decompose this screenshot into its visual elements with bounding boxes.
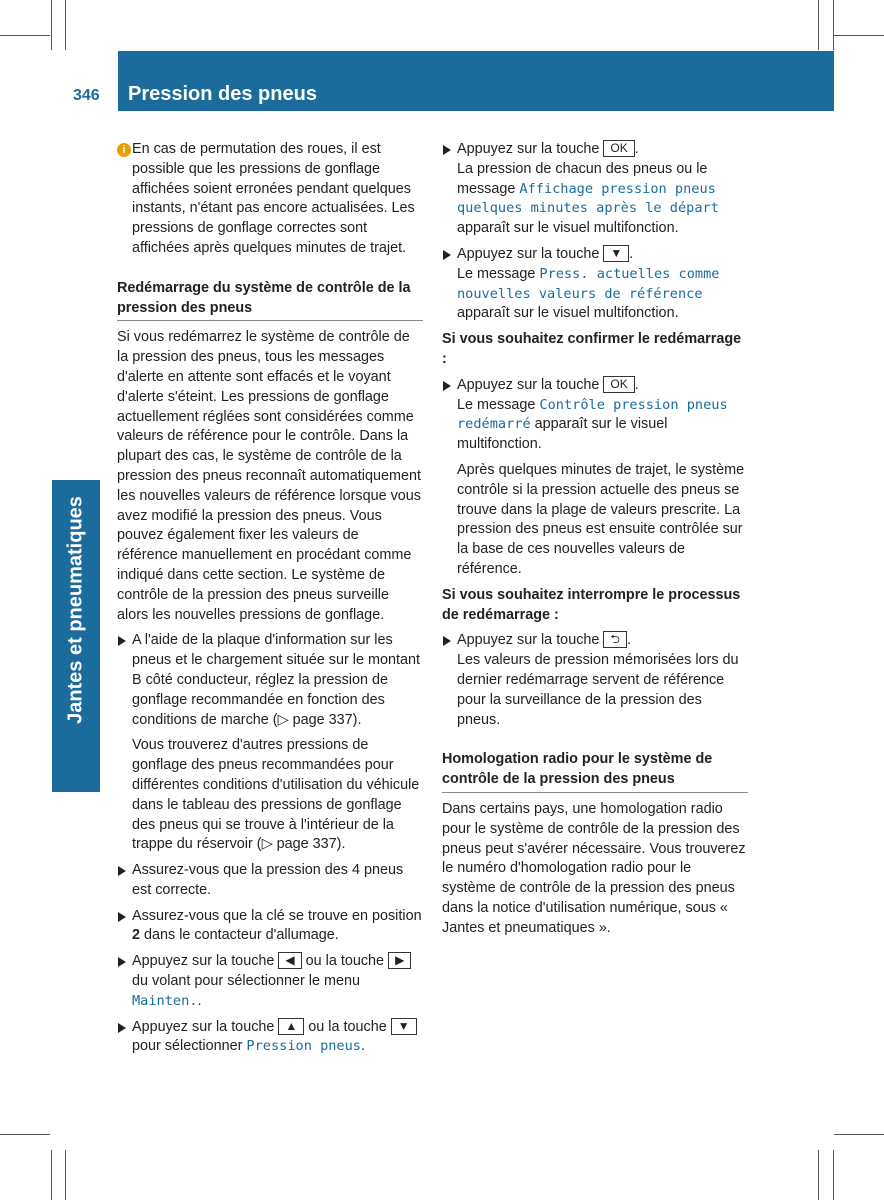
ok-key-icon: OK <box>603 376 634 393</box>
step-4 <box>117 952 423 1011</box>
step-1 <box>117 631 423 730</box>
restart-body: Si vous redémarrez le système de contrôle de la pression des pneus, tous les messages d'alerte en attente sont effacés et le voyant d'alerte s'éteint. Les pressions de gonflage actuellement réglées sont considérées comme valeurs de référence pour le contrôle. Dans la plupart des cas, le système de contrôle de la pression des pneus reconnaît automatiquement les nouvelles valeurs de référence lorsque vous avez modifié la pression des pneus. Vous pouvez également fixer les valeurs de référence manuellement en procédant comme indiqué dans cette section. Le système de contrôle de la pression des pneus surveille alors les nouvelles pressions de gonflage. <box>117 329 421 623</box>
down-key-icon: ▼ <box>391 1018 417 1035</box>
right-key-icon: ▶ <box>388 952 411 969</box>
chapter-label: Jantes et pneumatiques <box>64 496 87 724</box>
crop-mark <box>833 0 834 50</box>
heading-confirm: Si vous souhaitez confirmer le redémarrage : <box>442 331 742 367</box>
left-column <box>117 140 423 1057</box>
step-4-text-b: ou la touche <box>301 953 389 970</box>
step-1-note: Vous trouverez d'autres pressions de gonflage des pneus recommandées pour différentes conditions d'utilisation du véhicule dans le tableau des pressions de gonflage des pneus qui se trouve à l'intérieur de la trappe du réservoir (▷ page 337). <box>132 737 420 853</box>
right-step-3 <box>442 376 748 396</box>
right-step-2-text: Appuyez sur la touche <box>457 245 604 262</box>
right-step-4-result: Les valeurs de pression mémorisées lors du dernier redémarrage servent de référence pour la surveillance de la pression des pneus. <box>457 652 739 728</box>
step-5-text-c: pour sélectionner <box>132 1038 247 1055</box>
right-step-3-note: Après quelques minutes de trajet, le système contrôle si la pression actuelle des pneus se trouve dans la plage de valeurs prescrite. La pression des pneus est ensuite contrôlée sur la base de ces nouvelles valeurs de référence. <box>457 461 745 577</box>
menu-pression-pneus: Pression pneus <box>246 1038 361 1055</box>
display-message-3: Contrôle pression pneus redémarré <box>457 396 728 433</box>
crop-mark <box>65 1150 66 1200</box>
right-step-1-result-end: apparaît sur le visuel multifonction. <box>457 220 679 237</box>
right-step-1 <box>442 140 748 160</box>
crop-mark <box>0 1134 50 1135</box>
right-step-3-text: Appuyez sur la touche <box>457 376 604 393</box>
right-step-1-end: . <box>634 141 639 157</box>
step-4-text: Appuyez sur la touche <box>132 953 279 970</box>
up-key-icon: ▲ <box>278 1018 304 1035</box>
left-key-icon: ◀ <box>278 952 301 969</box>
right-step-4-text: Appuyez sur la touche <box>457 632 604 649</box>
back-key-icon: ⮌ <box>603 631 627 648</box>
ok-key-icon: OK <box>603 140 634 157</box>
down-key-icon: ▼ <box>603 245 629 262</box>
header-bar <box>118 51 834 111</box>
right-step-3-result-end: apparaît sur le visuel multifonction. <box>457 416 668 453</box>
step-1-text: A l'aide de la plaque d'information sur les pneus et le chargement située sur le montant B côté conducteur, réglez la pression de gonflage recommandée en fonction des conditions de marche (▷ page 337). <box>132 632 420 728</box>
right-step-3-end: . <box>634 376 639 393</box>
display-message-2: Press. actuelles comme nouvelles valeurs de référence <box>457 265 720 302</box>
right-step-1-text: Appuyez sur la touche <box>457 141 604 157</box>
ignition-position: 2 <box>132 927 141 944</box>
step-2-text: Assurez-vous que la pression des 4 pneus est correcte. <box>132 862 404 898</box>
step-3 <box>117 907 423 947</box>
info-note <box>117 140 423 259</box>
step-5-text: Appuyez sur la touche <box>132 1018 279 1035</box>
step-3-text-end: dans le contacteur d'allumage. <box>140 927 339 944</box>
chapter-side-tab <box>52 480 100 792</box>
right-column <box>442 140 748 938</box>
step-5 <box>117 1018 423 1058</box>
right-step-2-result-end: apparaît sur le visuel multifonction. <box>457 305 679 322</box>
homologation-body: Dans certains pays, une homologation radio pour le système de contrôle de la pression des pneus peut s'avérer nécessaire. Vous trouverez le numéro d'homologation radio pour le système de contrôle de la pression des pneus dans la notice d'utilisation numérique, sous « Jantes et pneumatiques ». <box>442 800 746 936</box>
heading-restart: Redémarrage du système de contrôle de la pression des pneus <box>117 279 423 322</box>
info-icon: i <box>117 143 131 157</box>
right-step-2-end: . <box>629 245 634 262</box>
right-step-2-result <box>442 265 748 324</box>
crop-mark <box>51 1150 52 1200</box>
crop-mark <box>0 35 50 36</box>
step-4-text-c: du volant pour sélectionner le menu <box>132 973 360 990</box>
crop-mark <box>65 0 66 50</box>
right-step-3-result <box>442 396 748 455</box>
right-step-1-result-text: La pression de chacun des pneus ou le message <box>457 160 708 197</box>
crop-mark <box>834 1134 884 1135</box>
right-step-4-end: . <box>627 632 632 649</box>
display-message-1: Affichage pression pneus quelques minutes après le départ <box>457 180 719 217</box>
info-note-text: En cas de permutation des roues, il est possible que les pressions de gonflage affichées soient erronées pendant quelques instants, n'étant pas encore actualisées. Les pressions de gonflage correctes sont affichées après quelques minutes de trajet. <box>132 141 415 256</box>
crop-mark <box>818 1150 819 1200</box>
heading-homologation: Homologation radio pour le système de contrôle de la pression des pneus <box>442 750 748 793</box>
page-header <box>52 51 834 111</box>
right-step-1-result <box>442 160 748 239</box>
crop-mark <box>818 0 819 50</box>
crop-mark <box>833 1150 834 1200</box>
right-step-2-result-text: Le message <box>457 265 540 282</box>
menu-mainten: Mainten. <box>132 992 198 1009</box>
crop-mark <box>51 0 52 50</box>
right-step-4 <box>442 631 748 651</box>
step-4-end: . <box>197 992 202 1009</box>
right-step-2 <box>442 245 748 265</box>
step-3-text: Assurez-vous que la clé se trouve en position <box>132 907 422 924</box>
page-title: Pression des pneus <box>128 83 317 105</box>
right-step-3-result-text: Le message <box>457 396 540 413</box>
heading-cancel: Si vous souhaitez interrompre le processus de redémarrage : <box>442 586 741 623</box>
step-5-end: . <box>360 1038 365 1055</box>
crop-mark <box>834 35 884 36</box>
page-number: 346 <box>73 87 100 104</box>
step-2 <box>117 861 423 901</box>
page-number-box <box>52 51 116 111</box>
step-5-text-b: ou la touche <box>304 1018 391 1035</box>
